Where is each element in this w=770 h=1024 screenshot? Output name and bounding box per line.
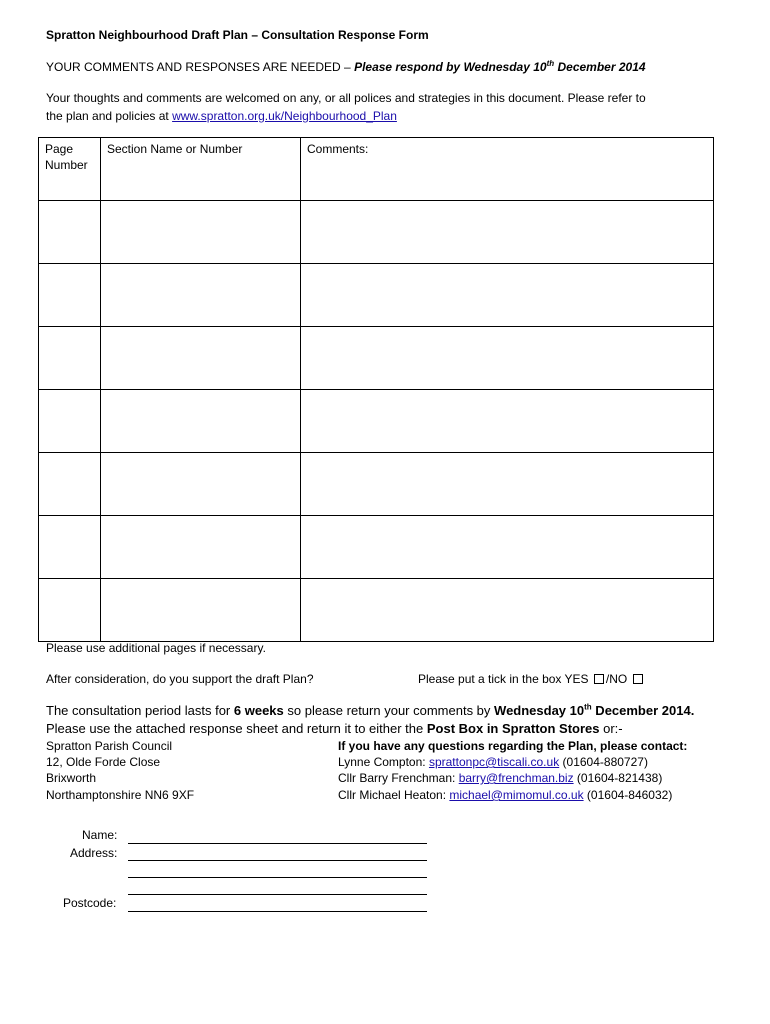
intro-line-1: Your thoughts and comments are welcomed on any, or all polices and strategies in this document. Please refer to: [46, 91, 646, 105]
cell-comments[interactable]: [301, 264, 714, 327]
table-row: [39, 327, 714, 390]
support-question: After consideration, do you support the draft Plan?: [46, 672, 314, 686]
cell-page[interactable]: [39, 579, 101, 642]
contact-line: Lynne Compton: sprattonpc@tiscali.co.uk (01604-880727): [338, 755, 648, 769]
cell-page[interactable]: [39, 453, 101, 516]
period-line-2: Please use the attached response sheet and return it to either the Post Box in Spratton Stores or:-: [46, 721, 623, 736]
table-row: [39, 390, 714, 453]
plan-link[interactable]: www.spratton.org.uk/Neighbourhood_Plan: [172, 109, 397, 123]
cell-section[interactable]: [101, 453, 301, 516]
header-page-number: Page Number: [39, 138, 101, 201]
cell-page[interactable]: [39, 516, 101, 579]
intro-line-2: the plan and policies at www.spratton.org.uk/Neighbourhood_Plan: [46, 109, 397, 123]
address-line: Spratton Parish Council: [46, 739, 173, 753]
period-line-1: The consultation period lasts for 6 weeks so please return your comments by Wednesday 10th December 2014.: [46, 702, 695, 718]
no-checkbox[interactable]: [633, 674, 643, 684]
table-row: [39, 516, 714, 579]
cell-section[interactable]: [101, 264, 301, 327]
tick-instruction: Please put a tick in the box YES /NO: [418, 671, 645, 687]
cell-comments[interactable]: [301, 327, 714, 390]
cell-page[interactable]: [39, 264, 101, 327]
contact-line: Cllr Michael Heaton: michael@mimomul.co.uk (01604-846032): [338, 788, 673, 802]
cell-comments[interactable]: [301, 516, 714, 579]
table-row: [39, 453, 714, 516]
cell-comments[interactable]: [301, 390, 714, 453]
address-line: 12, Olde Forde Close: [46, 755, 161, 769]
name-field[interactable]: [128, 843, 427, 844]
address-line: Brixworth: [46, 771, 97, 785]
contacts-heading: If you have any questions regarding the Plan, please contact:: [338, 739, 688, 753]
cell-page[interactable]: [39, 201, 101, 264]
cell-page[interactable]: [39, 327, 101, 390]
postcode-label: Postcode:: [63, 896, 117, 910]
cell-comments[interactable]: [301, 579, 714, 642]
table-row: [39, 579, 714, 642]
cell-page[interactable]: [39, 390, 101, 453]
address-field-line-3[interactable]: [128, 894, 427, 895]
cell-section[interactable]: [101, 201, 301, 264]
table-header-row: [39, 138, 714, 201]
cell-section[interactable]: [101, 327, 301, 390]
address-field-line-2[interactable]: [128, 877, 427, 878]
cell-section[interactable]: [101, 579, 301, 642]
name-label: Name:: [82, 828, 118, 842]
response-table: [38, 137, 714, 642]
additional-pages-note: Please use additional pages if necessary.: [46, 641, 266, 655]
contact-email-link[interactable]: michael@mimomul.co.uk: [449, 788, 584, 802]
table-row: [39, 201, 714, 264]
cell-section[interactable]: [101, 390, 301, 453]
contact-email-link[interactable]: barry@frenchman.biz: [458, 771, 574, 785]
cell-comments[interactable]: [301, 453, 714, 516]
notice-prefix: YOUR COMMENTS AND RESPONSES ARE NEEDED –: [46, 60, 355, 74]
yes-checkbox[interactable]: [594, 674, 604, 684]
address-label: Address:: [70, 846, 118, 860]
cell-comments[interactable]: [301, 201, 714, 264]
header-comments: Comments:: [301, 138, 714, 201]
notice-line: [46, 59, 646, 75]
address-field-line-1[interactable]: [128, 860, 427, 861]
contact-line: Cllr Barry Frenchman: barry@frenchman.biz (01604-821438): [338, 771, 663, 785]
table-row: [39, 264, 714, 327]
header-section: Section Name or Number: [101, 138, 301, 201]
form-title: Spratton Neighbourhood Draft Plan – Consultation Response Form: [46, 28, 429, 42]
contact-email-link[interactable]: sprattonpc@tiscali.co.uk: [428, 755, 560, 769]
postcode-field[interactable]: [128, 911, 427, 912]
cell-section[interactable]: [101, 516, 301, 579]
address-line: Northamptonshire NN6 9XF: [46, 788, 195, 802]
notice-deadline: Please respond by Wednesday 10th December 2014: [354, 59, 646, 74]
